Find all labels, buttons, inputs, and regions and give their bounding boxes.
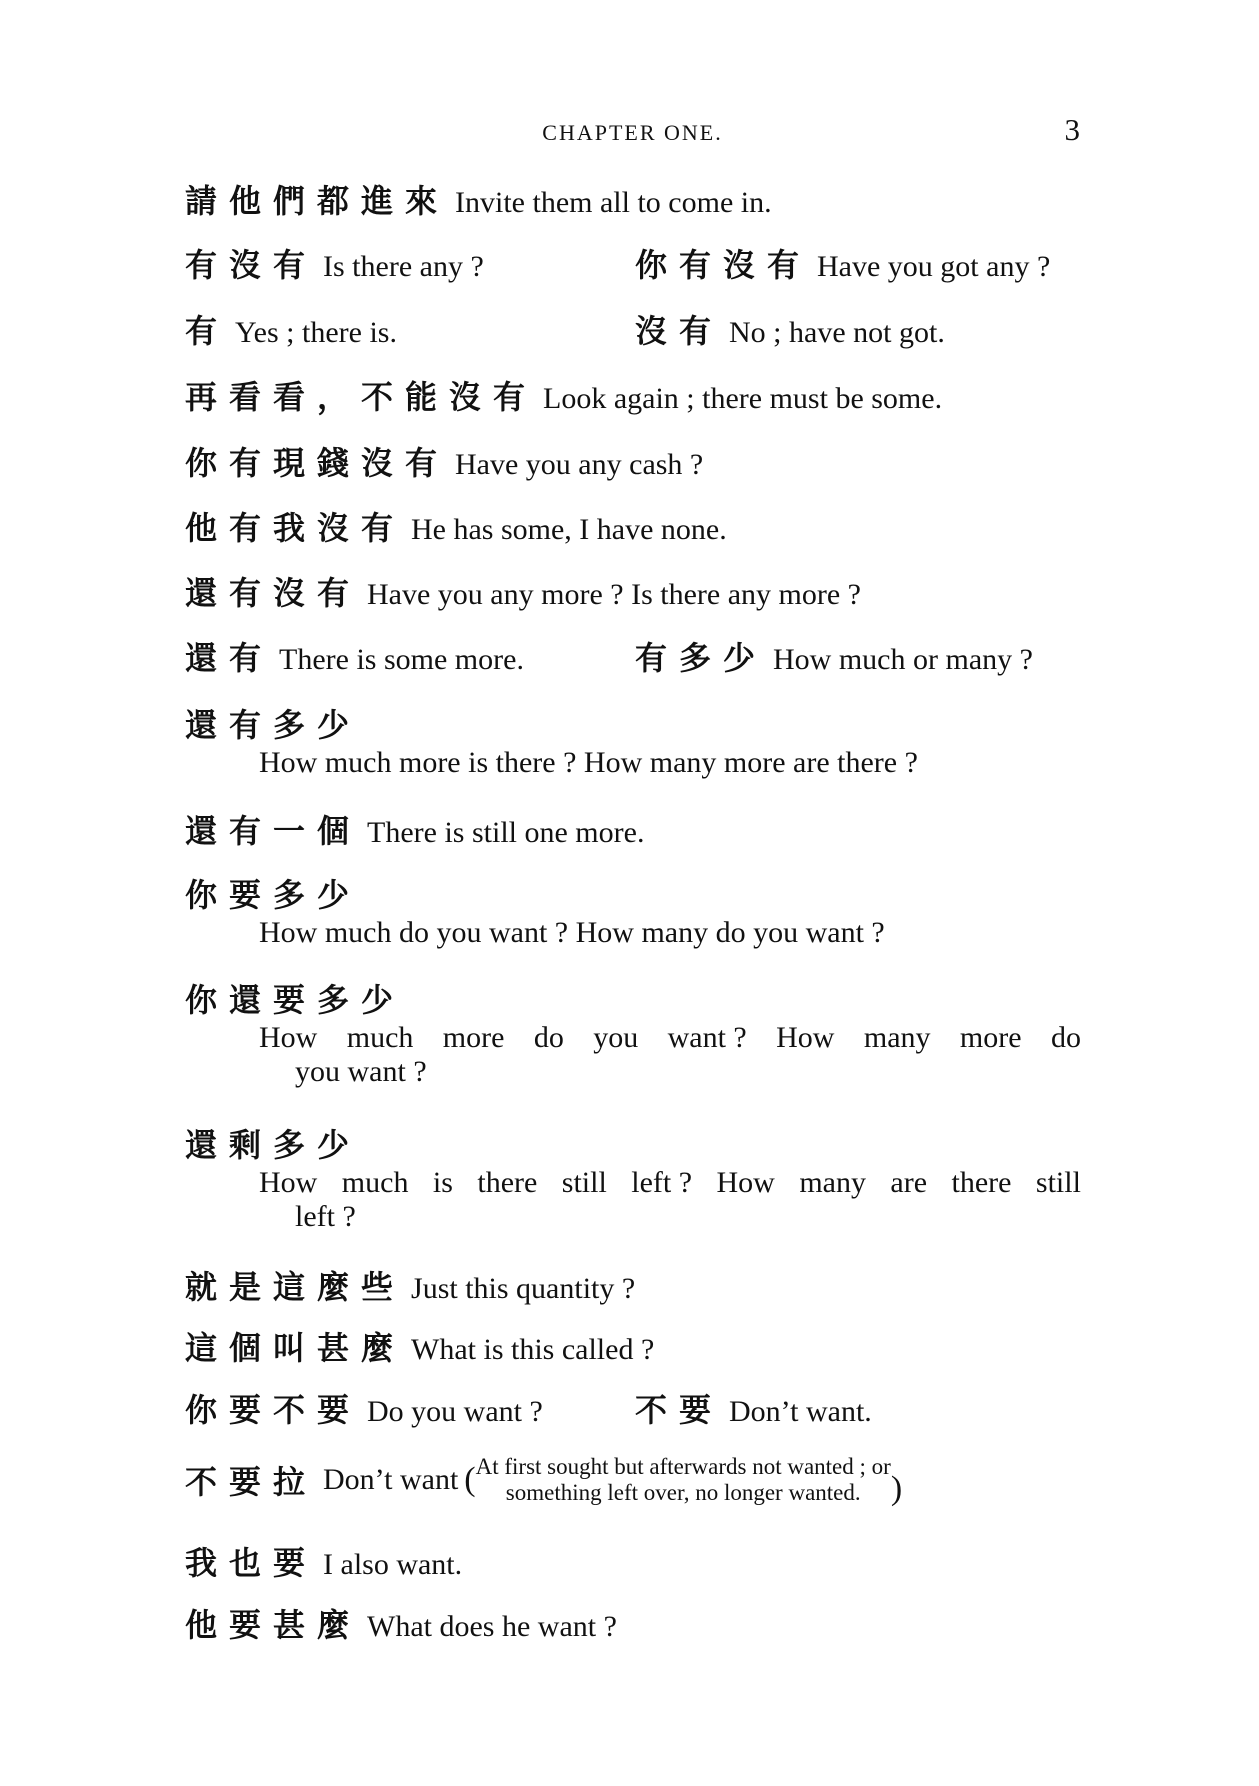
english-translation: What does he want ? xyxy=(367,1610,617,1643)
english-translation: Yes ; there is. xyxy=(235,316,397,349)
word: much xyxy=(341,1166,409,1199)
chinese-phrase: 不要拉 xyxy=(185,1463,318,1501)
chinese-phrase: 他要甚麼 xyxy=(185,1606,362,1644)
chinese-phrase: 你有現錢沒有 xyxy=(185,444,450,482)
chinese-phrase: 你要不要 xyxy=(185,1391,362,1429)
page-number: 3 xyxy=(1064,112,1080,147)
english-translation-continued: you want ? xyxy=(295,1055,427,1088)
phrase-entry xyxy=(185,1262,1085,1308)
phrase-entry xyxy=(185,568,1085,614)
chinese-phrase: 還有多少 xyxy=(185,706,362,744)
english-translation: How much more is there ? How many more are there ? xyxy=(259,746,918,779)
phrase-entry xyxy=(185,870,1085,950)
chinese-phrase: 你有沒有 xyxy=(635,246,812,284)
english-translation: Is there any ? xyxy=(323,250,484,283)
english-translation xyxy=(259,1166,1081,1200)
chinese-phrase: 不要 xyxy=(635,1391,724,1429)
chinese-phrase: 還有 xyxy=(185,639,274,677)
open-paren: ( xyxy=(464,1461,476,1498)
chinese-phrase: 還有沒有 xyxy=(185,574,362,612)
english-translation: How much or many ? xyxy=(773,643,1033,676)
phrase-entry xyxy=(185,240,1085,286)
english-translation: Don’t want xyxy=(323,1463,459,1496)
chinese-phrase: 還剩多少 xyxy=(185,1126,362,1164)
phrase-entry xyxy=(185,1600,1085,1646)
chinese-phrase: 你還要多少 xyxy=(185,981,406,1019)
english-translation: Look again ; there must be some. xyxy=(543,382,943,415)
word: are xyxy=(890,1166,928,1199)
word: there xyxy=(951,1166,1012,1199)
chinese-phrase: 這個叫甚麼 xyxy=(185,1329,406,1367)
english-translation: Don’t want. xyxy=(729,1395,872,1428)
phrase-entry xyxy=(185,1454,1085,1506)
word: How xyxy=(259,1021,318,1054)
chinese-phrase: 有多少 xyxy=(635,639,768,677)
phrase-entry xyxy=(185,700,1085,780)
word: many xyxy=(863,1021,931,1054)
english-translation: Have you any cash ? xyxy=(455,448,704,481)
word: do xyxy=(533,1021,564,1054)
word: many xyxy=(799,1166,866,1199)
chinese-phrase: 有 xyxy=(185,312,230,350)
phrase-entry xyxy=(185,503,1085,549)
word: left ? xyxy=(631,1166,693,1199)
page-header xyxy=(185,112,1080,152)
word: much xyxy=(346,1021,414,1054)
chinese-phrase: 他有我沒有 xyxy=(185,509,406,547)
english-translation: No ; have not got. xyxy=(729,316,945,349)
phrase-entry xyxy=(185,372,1085,418)
word: there xyxy=(477,1166,538,1199)
english-translation: There is still one more. xyxy=(367,816,645,849)
word: more xyxy=(442,1021,505,1054)
word: How xyxy=(259,1166,318,1199)
english-translation: Do you want ? xyxy=(367,1395,543,1428)
english-translation: There is some more. xyxy=(279,643,524,676)
english-translation: Have you got any ? xyxy=(817,250,1051,283)
chinese-phrase: 沒有 xyxy=(635,312,724,350)
english-translation: How much do you want ? How many do you want ? xyxy=(259,916,885,949)
word: do xyxy=(1050,1021,1081,1054)
usage-note-line: something left over, no longer wanted. xyxy=(505,1480,861,1505)
word: How xyxy=(776,1021,835,1054)
phrase-entry xyxy=(185,1538,1085,1584)
english-translation: Just this quantity ? xyxy=(411,1272,636,1305)
close-paren: ) xyxy=(890,1470,903,1507)
word: want ? xyxy=(667,1021,747,1054)
english-translation xyxy=(259,1021,1081,1055)
word: still xyxy=(561,1166,607,1199)
word: is xyxy=(432,1166,453,1199)
word: How xyxy=(716,1166,775,1199)
phrase-entry xyxy=(185,1385,1085,1431)
chinese-phrase: 我也要 xyxy=(185,1544,318,1582)
chapter-title: CHAPTER ONE. xyxy=(542,120,723,145)
english-translation: He has some, I have none. xyxy=(411,513,727,546)
chinese-phrase: 請他們都進來 xyxy=(185,182,450,220)
phrase-entry xyxy=(185,806,1085,852)
phrase-entry xyxy=(185,176,1085,222)
english-translation-continued: left ? xyxy=(295,1200,356,1233)
chinese-phrase: 你要多少 xyxy=(185,876,362,914)
word: more xyxy=(959,1021,1022,1054)
phrase-entry xyxy=(185,975,1085,1089)
usage-note-line: At first sought but afterwards not wanted ; or xyxy=(475,1454,891,1479)
chinese-phrase: 再看看，不能沒有 xyxy=(185,378,538,416)
phrase-entry xyxy=(185,1120,1085,1234)
phrase-entry xyxy=(185,633,1085,679)
word: still xyxy=(1035,1166,1081,1199)
english-translation: Invite them all to come in. xyxy=(455,186,772,219)
chinese-phrase: 就是這麼些 xyxy=(185,1268,406,1306)
english-translation: Have you any more ? Is there any more ? xyxy=(367,578,861,611)
chinese-phrase: 還有一個 xyxy=(185,812,362,850)
phrase-entry xyxy=(185,438,1085,484)
chinese-phrase: 有沒有 xyxy=(185,246,318,284)
phrase-entry xyxy=(185,306,1085,352)
word: you xyxy=(593,1021,639,1054)
phrase-entry xyxy=(185,1323,1085,1369)
usage-note xyxy=(464,1454,902,1506)
english-translation: What is this called ? xyxy=(411,1333,655,1366)
english-translation: I also want. xyxy=(323,1548,463,1581)
